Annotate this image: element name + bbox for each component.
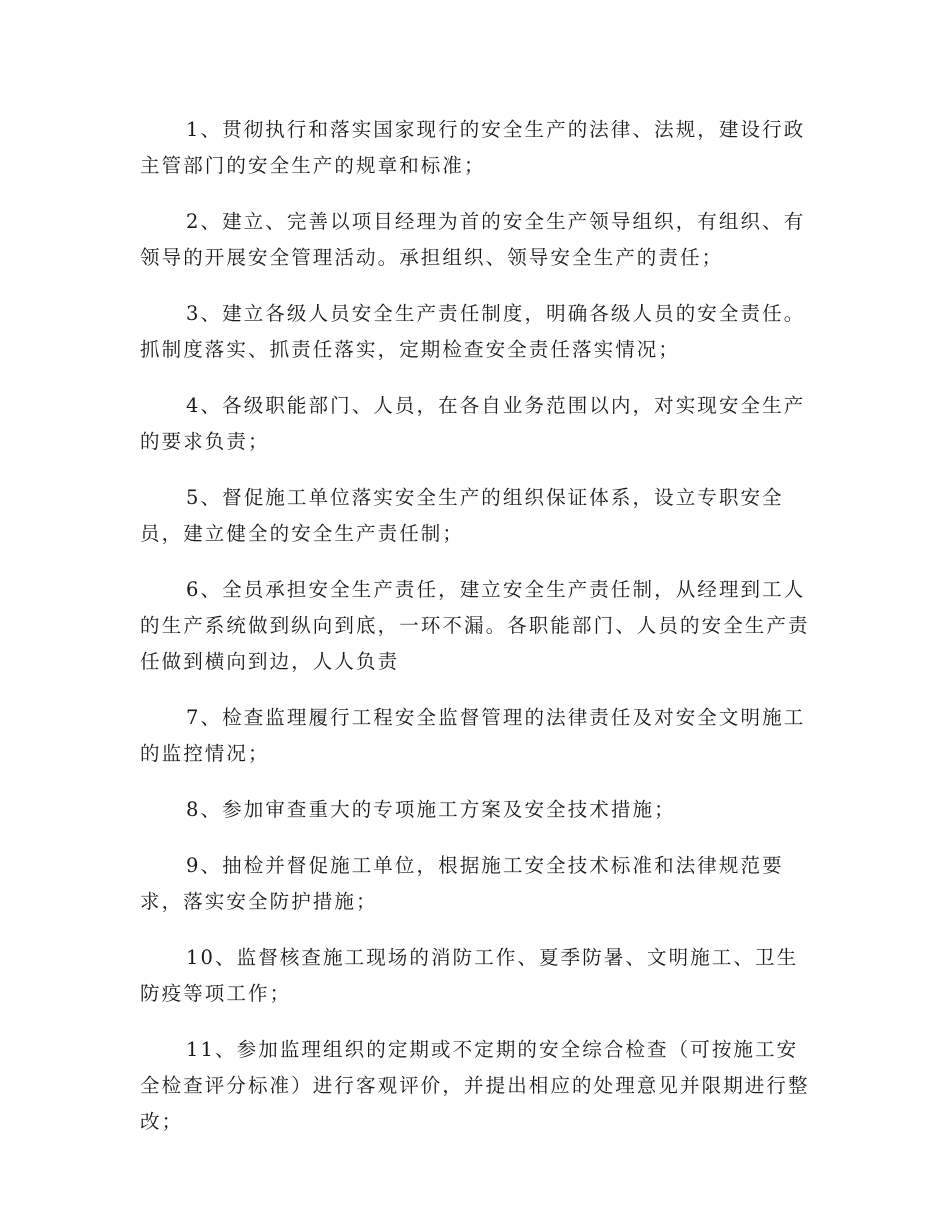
paragraph-8: 8、参加审查重大的专项施工方案及安全技术措施；: [186, 798, 676, 821]
paragraph-4: 4、各级职能部门、人员，在各自业务范围以内，对实现安全生产的要求负责；: [140, 394, 806, 453]
paragraph-9: 9、抽检并督促施工单位，根据施工安全技术标准和法律规范要求，落实安全防护措施；: [140, 854, 784, 913]
paragraph-5: 5、督促施工单位落实安全生产的组织保证体系，设立专职安全员，建立健全的安全生产责任制；: [140, 486, 784, 545]
paragraph-3: 3、建立各级人员安全生产责任制度，明确各级人员的安全责任。抓制度落实、抓责任落实，定期检查安全责任落实情况；: [140, 302, 806, 361]
paragraph-7: 7、检查监理履行工程安全监督管理的法律责任及对安全文明施工的监控情况；: [140, 706, 806, 765]
paragraph-1: 1、贯彻执行和落实国家现行的安全生产的法律、法规，建设行政主管部门的安全生产的规章和标准；: [140, 118, 806, 177]
paragraph-6: 6、全员承担安全生产责任，建立安全生产责任制，从经理到工人的生产系统做到纵向到底，一环不漏。各职能部门、人员的安全生产责任做到横向到边，人人负责: [140, 578, 810, 673]
paragraph-10: 10、监督核查施工现场的消防工作、夏季防暑、文明施工、卫生防疫等项工作；: [140, 946, 799, 1005]
paragraph-11: 11、参加监理组织的定期或不定期的安全综合检查（可按施工安全检查评分标准）进行客观评价，并提出相应的处理意见并限期进行整改；: [140, 1038, 810, 1133]
document-body: [140, 112, 810, 1160]
paragraph-2: 2、建立、完善以项目经理为首的安全生产领导组织，有组织、有领导的开展安全管理活动。承担组织、领导安全生产的责任；: [140, 210, 806, 269]
